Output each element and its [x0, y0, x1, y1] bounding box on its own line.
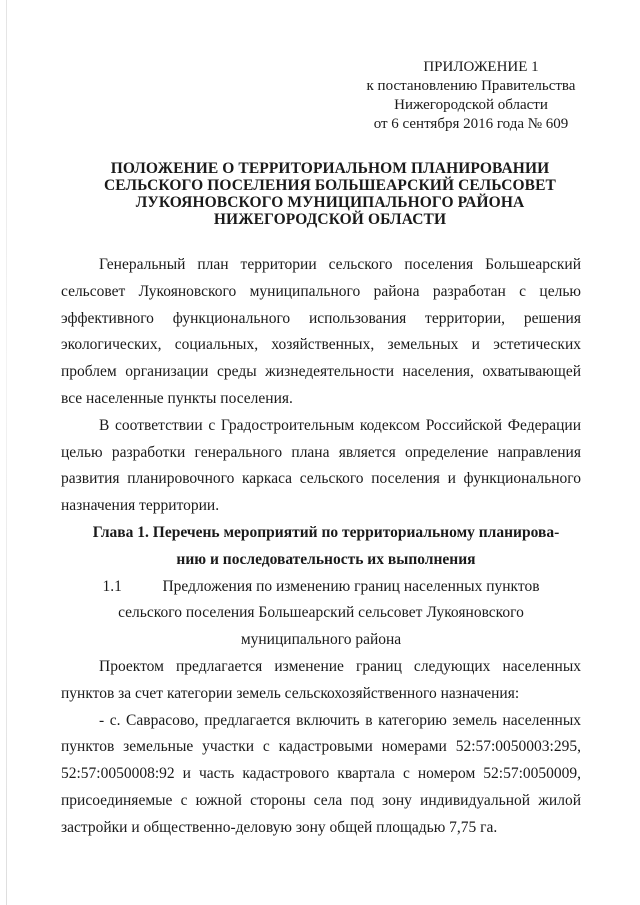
heading-line-4: НИЖЕГОРОДСКОЙ ОБЛАСТИ [213, 211, 447, 228]
appendix-line-3: от 6 сентября 2016 года № 609 [373, 116, 569, 132]
paragraph-general-plan: Генеральный план территории сельского поселения Большеарский сельсовет Лукояновского муниципального района разработан с целью эффективного функционального использования территории, решения экологических, социальных, хозяйственных, земельных и эстетических проблем организации среды жизнедеятельности населения, охватывающей все населенные пункты поселения. [61, 256, 581, 407]
appendix-line-2: Нижегородской области [394, 97, 548, 113]
section-title-text: Предложения по изменению границ населенных пунктов [162, 577, 540, 595]
section-1-1-title-line-3: муниципального района [240, 631, 402, 649]
heading-line-3: ЛУКОЯНОВСКОГО МУНИЦИПАЛЬНОГО РАЙОНА [135, 194, 525, 211]
heading-line-2: СЕЛЬСКОГО ПОСЕЛЕНИЯ БОЛЬШЕАРСКИЙ СЕЛЬСОВЕТ [103, 177, 556, 194]
appendix-block [340, 58, 602, 134]
chapter-1-title-line-2: нию и последовательность их выполнения [176, 550, 476, 568]
section-number: 1.1 [102, 577, 122, 595]
paragraph-purpose: В соответствии с Градостроительным кодексом Российской Федерации целью разработки генерального плана является определение направления развития планировочного каркаса сельского поселения и функционального назначения территории. [61, 416, 581, 515]
section-1-1-title-line-2: сельского поселения Большеарский сельсовет Лукояновского [118, 604, 524, 622]
appendix-title: ПРИЛОЖЕНИЕ 1 [423, 59, 539, 75]
document-body [61, 252, 581, 842]
scan-edge-line [6, 0, 7, 905]
paragraph-savrasovo: - с. Саврасово, предлагается включить в категорию земель населенных пунктов земельные участки с кадастровыми номерами 52:57:0050003:295, 52:57:0050008:92 и часть кадастрового квартала с номером 52:57:0050009, присоединяемые с южной стороны села под зону индивидуальной жилой застройки и общественно-деловую зону общей площадью 7,75 га. [61, 711, 581, 836]
heading-line-1: ПОЛОЖЕНИЕ О ТЕРРИТОРИАЛЬНОМ ПЛАНИРОВАНИИ [110, 160, 550, 177]
paragraph-proposal-intro: Проектом предлагается изменение границ следующих населенных пунктов за счет категории земель сельскохозяйственного назначения: [61, 657, 581, 702]
document-heading [70, 160, 590, 228]
appendix-line-1: к постановлению Правительства [366, 78, 576, 94]
chapter-1-title-line-1: Глава 1. Перечень мероприятий по территориальному планирова- [92, 523, 560, 541]
section-1-1-title-line-1 [61, 574, 581, 601]
